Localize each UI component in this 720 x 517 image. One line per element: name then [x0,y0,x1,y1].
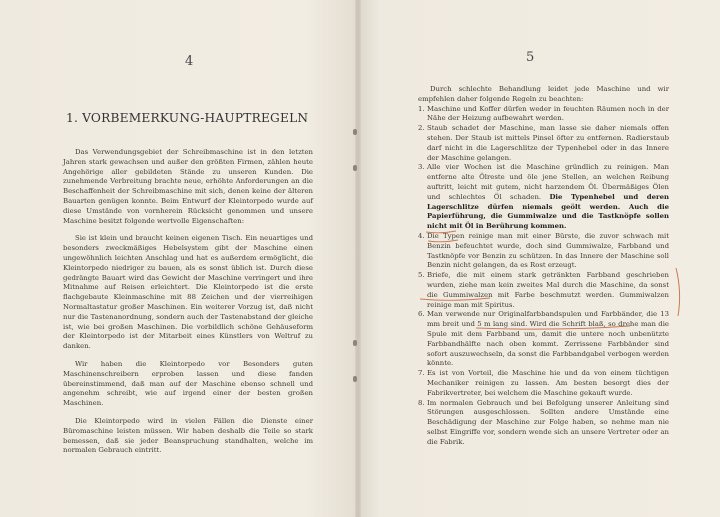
rule-text: Alle vier Wochen ist die Maschine gründlich zu reinigen. Man entferne alte Ölreste und öle jene Stellen, an welchen Reibung auftritt, leicht mit gutem, nicht harzendem Öl. Übermäßiges Ölen und schlechtes Öl schaden. [427,163,669,201]
pen-underline [426,231,456,233]
pen-margin-mark [676,268,680,316]
binding-hole [353,376,357,382]
pen-underline [420,298,490,300]
rule-number: 7. [418,369,425,378]
right-page [358,0,720,517]
rule-bold-text: Die Typenhebel und deren Lagerschlitze dürfen niemals geölt werden. Auch die Papierführung, die Gummiwalze und die Tastknöpfe sollen nicht mit Öl in Berührung kommen. [427,192,669,231]
rule-text: Im normalen Gebrauch und bei Befolgung unserer Anleitung sind Störungen ausgeschlossen. Sollten andere Umstände eine Beschädigung der Maschine zur Folge haben, so nehme man nie selbst Eingriffe vor, sondern wende sich an unsere Vertreter oder an die Fabrik. [427,398,669,446]
pen-underline [476,326,630,329]
rule-number: 1. [418,104,425,113]
rule-text: Briefe, die mit einem stark getränkten Farbband geschrieben wurden, ziehe man kein zweites Mal durch die Maschine, da sonst die Gummiwalzen mit Farbe beschmutzt werden. Gummiwalzen reinige man mit Spiritus. [427,271,669,309]
rule-number: 3. [418,163,425,172]
paragraph: Das Verwendungsgebiet der Schreibmaschine ist in den letzten Jahren stark gewachsen und außer den größten Firmen, zählen heute Angehörige aller gebildeten Stände zu unseren Kunden. Die zunehmende Verbreitung brachte neue, erhöhte Anforderungen an die Beschaffenheit der Schreibmaschine mit sich, denen keine der älteren Bauarten genügen konnte. Beim Entwurf der Kleintorpedo wurde auf diese Umstände von vornherein Rücksicht genommen und unsere Maschine besitzt folgende wertvolle Eigenschaften: [63,148,313,225]
rule-number: 4. [418,231,425,240]
rule-text: Man verwende nur Originalfarbbandspulen und Farbbänder, die 13 mm breit und 5 m lang sind. Wird die Schrift blaß, so drehe man die Spule mit dem Farbband um, damit die untere noch unbenützte Farbbandhälfte nach oben kommt. Zerrissene Farbbänder sind sofort auszuwechseln, da sonst die Farbbandgabel verbogen werden könnte. [427,310,669,368]
page-number-right: 5 [526,50,535,65]
rule-number: 8. [418,398,425,407]
paragraph: Wir haben die Kleintorpedo vor Besonders guten Maschinenschreibern erproben lassen und diese fanden übereinstimmend, daß man auf der Maschine ebenso schnell und angenehm schreibt, wie auf irgend einer der besten großen Maschinen. [63,359,313,408]
rule-text: Maschine und Koffer dürfen weder in feuchten Räumen noch in der Nähe der Heizung aufbewahrt werden. [427,104,669,123]
rule-number: 6. [418,310,425,319]
left-page [0,0,358,517]
intro-text: Durch schlechte Behandlung leidet jede Maschine und wir empfehlen daher folgende Regeln zu beachten: [418,85,669,103]
left-text-column [63,148,313,456]
book-spine [355,0,361,517]
binding-hole [353,340,357,346]
binding-hole [353,165,357,171]
pen-annotations [358,0,720,517]
rule-text: Es ist von Vorteil, die Maschine hie und da von einem tüchtigen Mechaniker reinigen zu lassen. Am besten besorgt dies der Fabrikvertreter, bei welchem die Maschine gekauft wurde. [427,369,669,397]
rule-number: 5. [418,271,425,280]
rule-number: 2. [418,124,425,133]
page-number-left: 4 [185,54,194,69]
pen-underline [428,240,458,242]
paragraph: Die Kleintorpedo wird in vielen Fällen die Dienste einer Büromaschine leisten müssen. Wir haben deshalb die Teile so stark bemessen, daß sie jeder Beanspruchung standhalten, welche im normalen Gebrauch eintritt. [63,416,313,455]
rule-text: Staub schadet der Maschine, man lasse sie daher niemals offen stehen. Der Staub ist mittels Pinsel öfter zu entfernen. Radierstaub darf nicht in die Lagerschlitze der Typenhebel oder in das Innere der Maschine gelangen. [427,124,669,162]
binding-hole [353,129,357,135]
paragraph: Sie ist klein und braucht keinen eigenen Tisch. Ein neuartiges und besonders zweckmäßiges Hebelsystem gibt der Maschine einen ungewöhnlich leichten Anschlag und hat es außerdem ermöglicht, die Kleintorpedo niedriger zu bauen, als es sonst üblich ist. Durch diese gedrängte Bauart wird das Gewicht der Maschine verringert und ihre Mitnahme auf Reisen erleichtert. Die Kleintorpedo ist die erste flachgebaute Kleinmaschine mit 88 Zeichen und der vierreihigen Normaltastatur großer Maschinen. Ein weiterer Vorzug ist, daß nicht nur die Tastenanordnung, sondern auch der Tastenabstand der gleiche ist, wie bei großen Maschinen. Die vorbildlich schöne Gehäuseform der Kleintorpedo ist der Mitarbeit eines Künstlers von Weltruf zu danken. [63,234,313,351]
rule-text: Die Typen reinige man mit einer Bürste, die zuvor schwach mit Benzin befeuchtet wurde, doch sind Gummiwalze, Farbband und Tastknöpfe vor Benzin zu schützen. In das Innere der Maschine soll Benzin nicht gelangen, da es Rost erzeugt. [427,231,669,270]
page-heading: 1. VORBEMERKUNG-HAUPTREGELN [66,111,309,125]
